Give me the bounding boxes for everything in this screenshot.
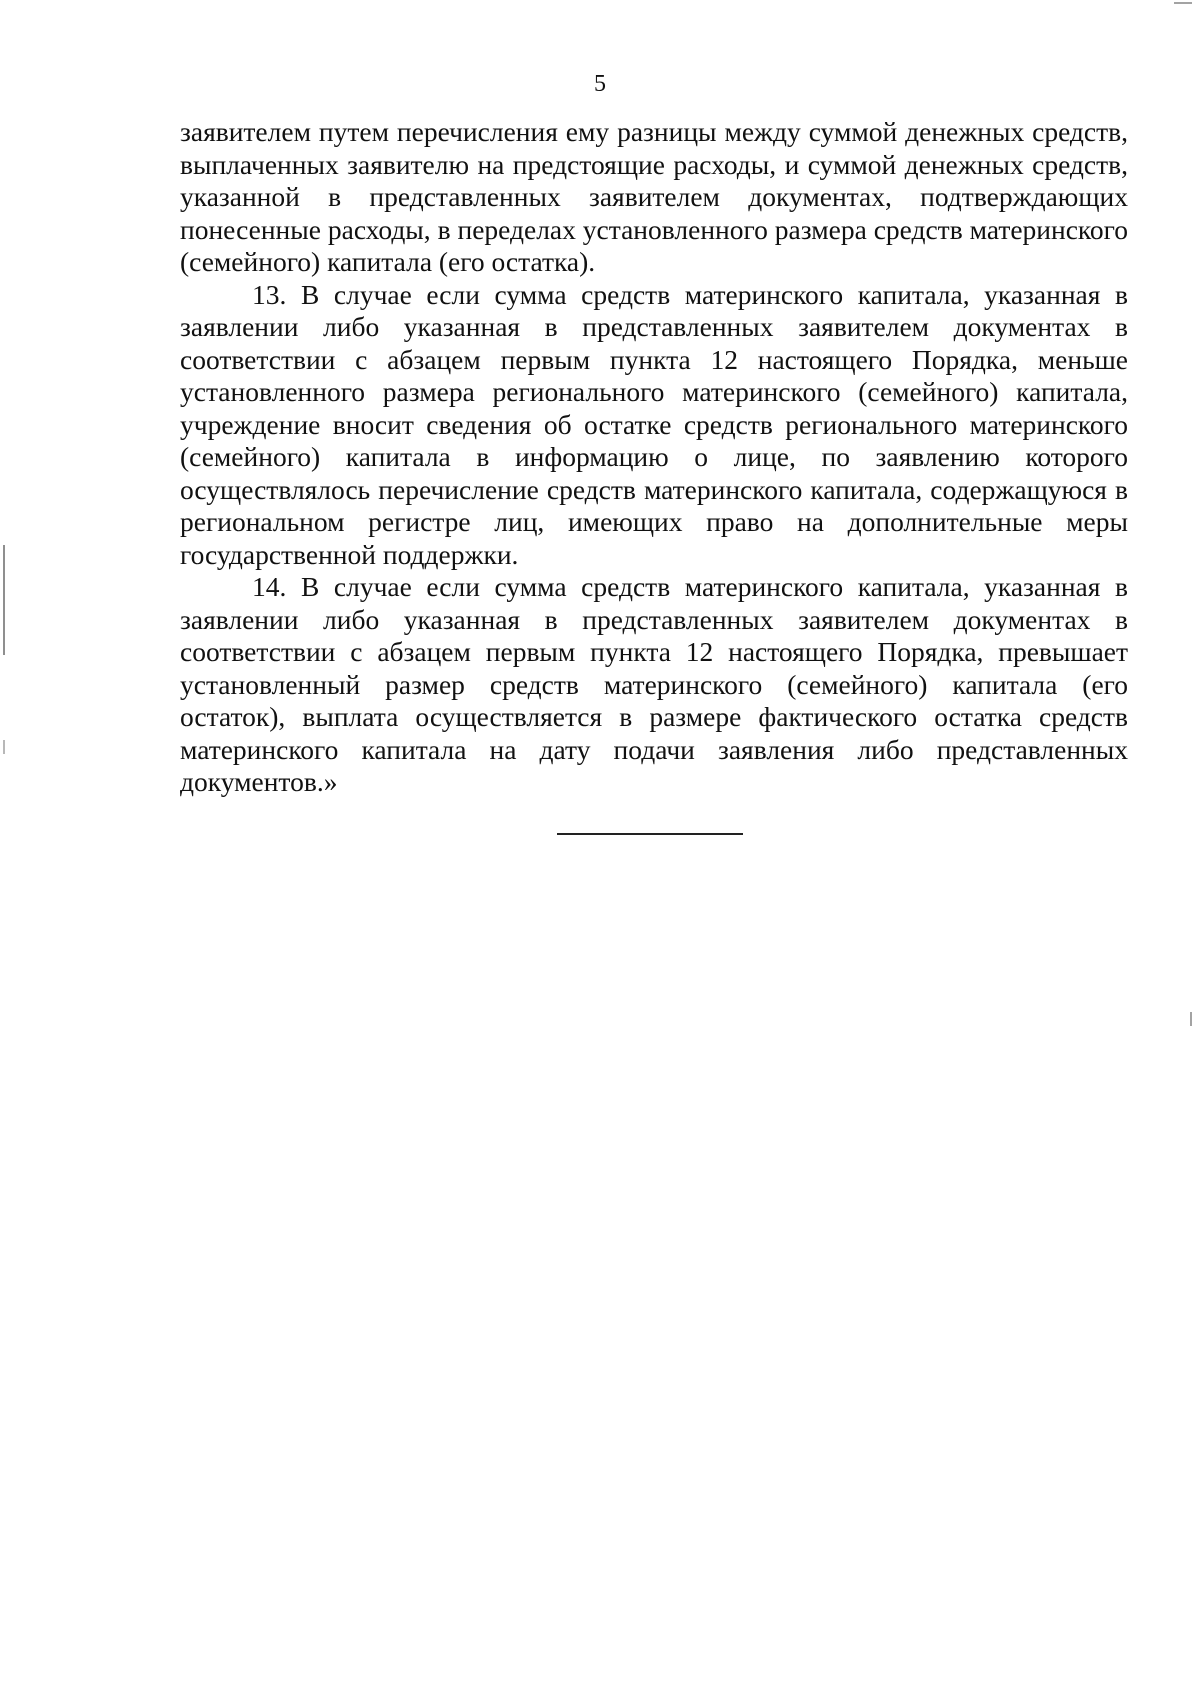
paragraph-continuation: заявителем путем перечисления ему разницы между суммой денежных средств, выплаченных заявителю на предстоящие расходы, и суммой денежных средств, указанной в представленных заявителем документах, подтверждающих понесенные расходы, в переделах установленного размера средств материнского (семейного) капитала (его остатка). (180, 116, 1128, 277)
document-body (180, 116, 1128, 799)
scan-edge-mark (3, 545, 5, 655)
page-number: 5 (594, 71, 606, 97)
scan-edge-mark (1190, 1012, 1192, 1026)
paragraph-item-14: 14. В случае если сумма средств материнского капитала, указанная в заявлении либо указанная в представленных заявителем документах в соответствии с абзацем первым пункта 12 настоящего Порядка, превышает установленный размер средств материнского (семейного) капитала (его остаток), выплата осуществляется в размере фактического остатка средств материнского капитала на дату подачи заявления либо представленных документов.» (180, 571, 1128, 797)
scan-edge-mark (3, 740, 5, 754)
scan-edge-mark (1174, 2, 1192, 4)
closing-divider-line (557, 833, 743, 835)
paragraph-item-13: 13. В случае если сумма средств материнского капитала, указанная в заявлении либо указанная в представленных заявителем документах в соответствии с абзацем первым пункта 12 настоящего Порядка, меньше установленного размера регионального материнского (семейного) капитала, учреждение вносит сведения об остатке средств регионального материнского (семейного) капитала в информацию о лице, по заявлению которого осуществлялось перечисление средств материнского капитала, содержащуюся в региональном регистре лиц, имеющих право на дополнительные меры государственной поддержки. (180, 278, 1128, 570)
